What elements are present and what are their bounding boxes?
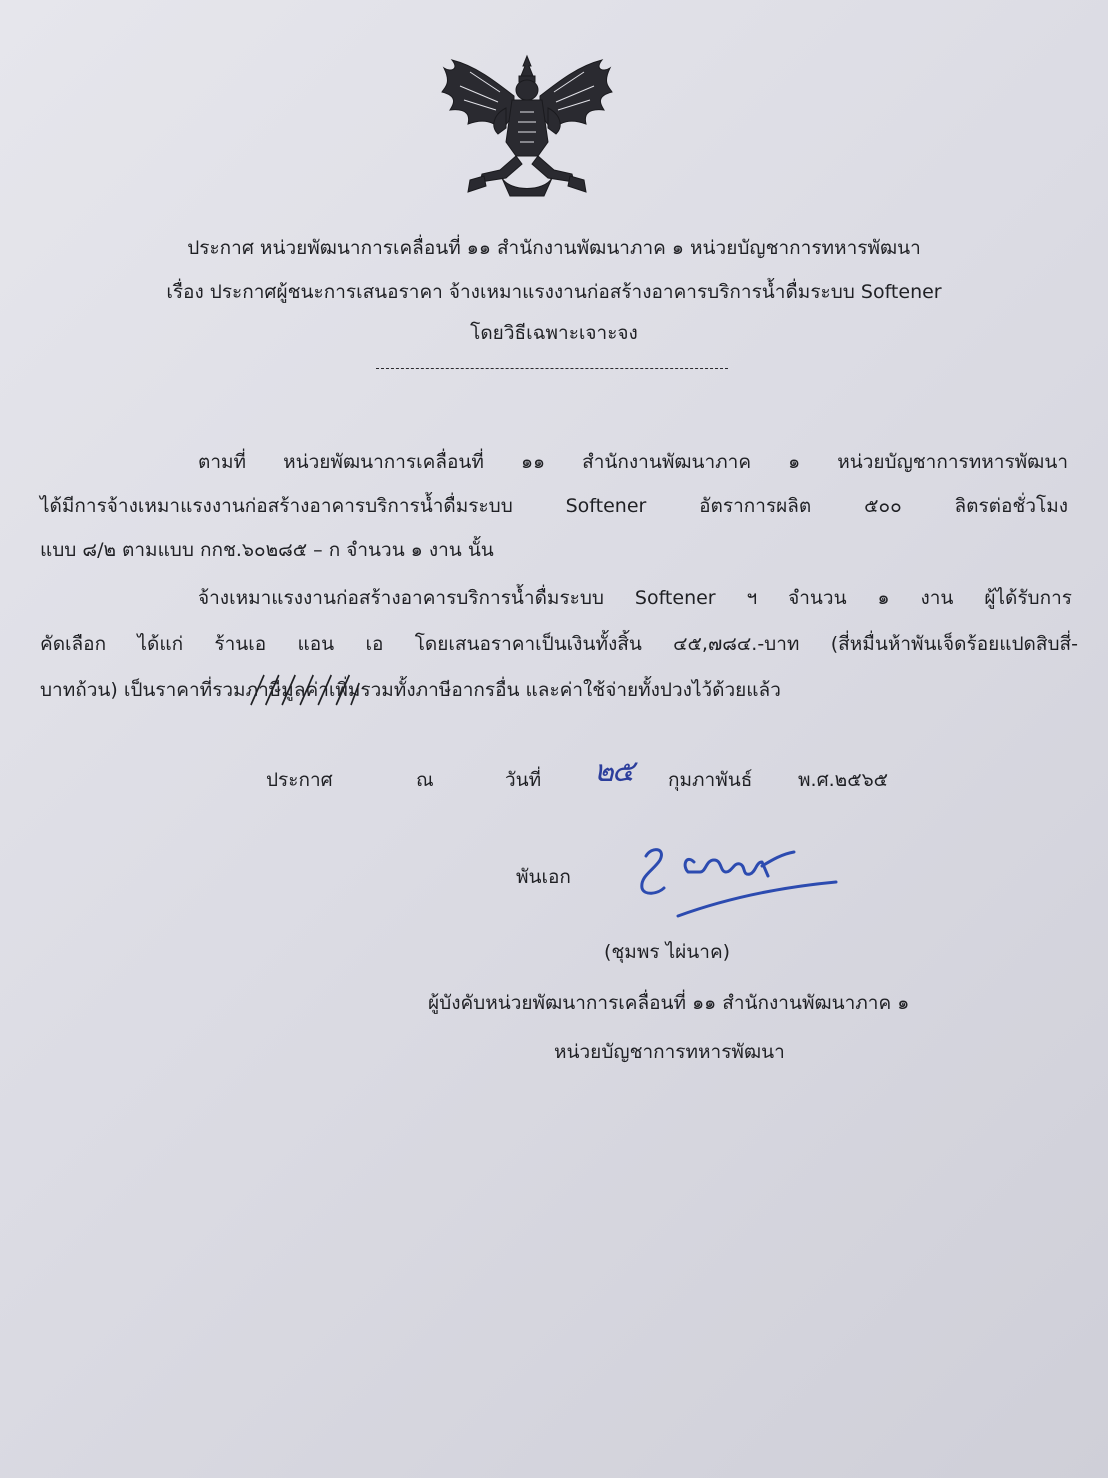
body-text-segment: บาทถ้วน) เป็นราคาที่รวม: [40, 679, 246, 701]
announce-label: ประกาศ: [266, 769, 333, 791]
body-text-segment: รวมทั้งภาษีอากรอื่น และค่าใช้จ่ายทั้งปวงไว้ด้วยแล้ว: [360, 679, 781, 701]
body-paragraph-2-line-2: คัดเลือก ได้แก่ ร้านเอ แอน เอ โดยเสนอราคาเป็นเงินทั้งสิ้น ๔๕,๗๘๔.-บาท (สี่หมื่นห้าพันเจ็ดร้อยแปดสิบสี่-: [40, 633, 1078, 655]
signatory-title-line-1: ผู้บังคับหน่วยพัฒนาการเคลื่อนที่ ๑๑ สำนักงานพัฒนาภาค ๑: [428, 992, 910, 1014]
body-paragraph-1-line-1: ตามที่ หน่วยพัฒนาการเคลื่อนที่ ๑๑ สำนักงานพัฒนาภาค ๑ หน่วยบัญชาการทหารพัฒนา: [198, 451, 1068, 473]
header-method: โดยวิธีเฉพาะเจาะจง: [470, 322, 638, 344]
strike-marks-icon: [246, 671, 361, 711]
divider-line: [376, 368, 728, 369]
header-subject: เรื่อง ประกาศผู้ชนะการเสนอราคา จ้างเหมาแรงงานก่อสร้างอาคารบริการน้ำดื่มระบบ Softener: [166, 281, 942, 303]
body-paragraph-1-line-3: แบบ ๘/๒ ตามแบบ กกช.๖๐๒๘๕ – ก จำนวน ๑ งาน นั้น: [40, 539, 494, 561]
handwritten-day: ๒๕: [594, 754, 633, 789]
signatory-rank: พันเอก: [516, 866, 571, 888]
garuda-emblem-icon: [440, 52, 614, 200]
signatory-title-line-2: หน่วยบัญชาการทหารพัฒนา: [554, 1041, 785, 1063]
body-paragraph-2-line-1: จ้างเหมาแรงงานก่อสร้างอาคารบริการน้ำดื่มระบบ Softener ฯ จำนวน ๑ งาน ผู้ได้รับการ: [198, 587, 1072, 609]
header-line-1: ประกาศ หน่วยพัฒนาการเคลื่อนที่ ๑๑ สำนักงานพัฒนาภาค ๑ หน่วยบัญชาการทหารพัฒนา: [187, 237, 921, 259]
announce-month: กุมภาพันธ์: [668, 769, 753, 791]
handwritten-signature-icon: [622, 836, 852, 936]
body-paragraph-1-line-2: ได้มีการจ้างเหมาแรงงานก่อสร้างอาคารบริการน้ำดื่มระบบ Softener อัตราการผลิต ๕๐๐ ลิตรต่อชั่วโมง: [40, 495, 1068, 517]
body-paragraph-2-line-3: [40, 677, 781, 703]
announce-at: ณ: [416, 769, 434, 791]
announce-day-label: วันที่: [505, 769, 542, 791]
struck-vat-text: ภาษีมูลค่าเพิ่ม: [246, 677, 361, 703]
signatory-name: (ชุมพร ไผ่นาค): [604, 941, 731, 963]
announce-year: พ.ศ.๒๕๖๕: [798, 769, 889, 791]
